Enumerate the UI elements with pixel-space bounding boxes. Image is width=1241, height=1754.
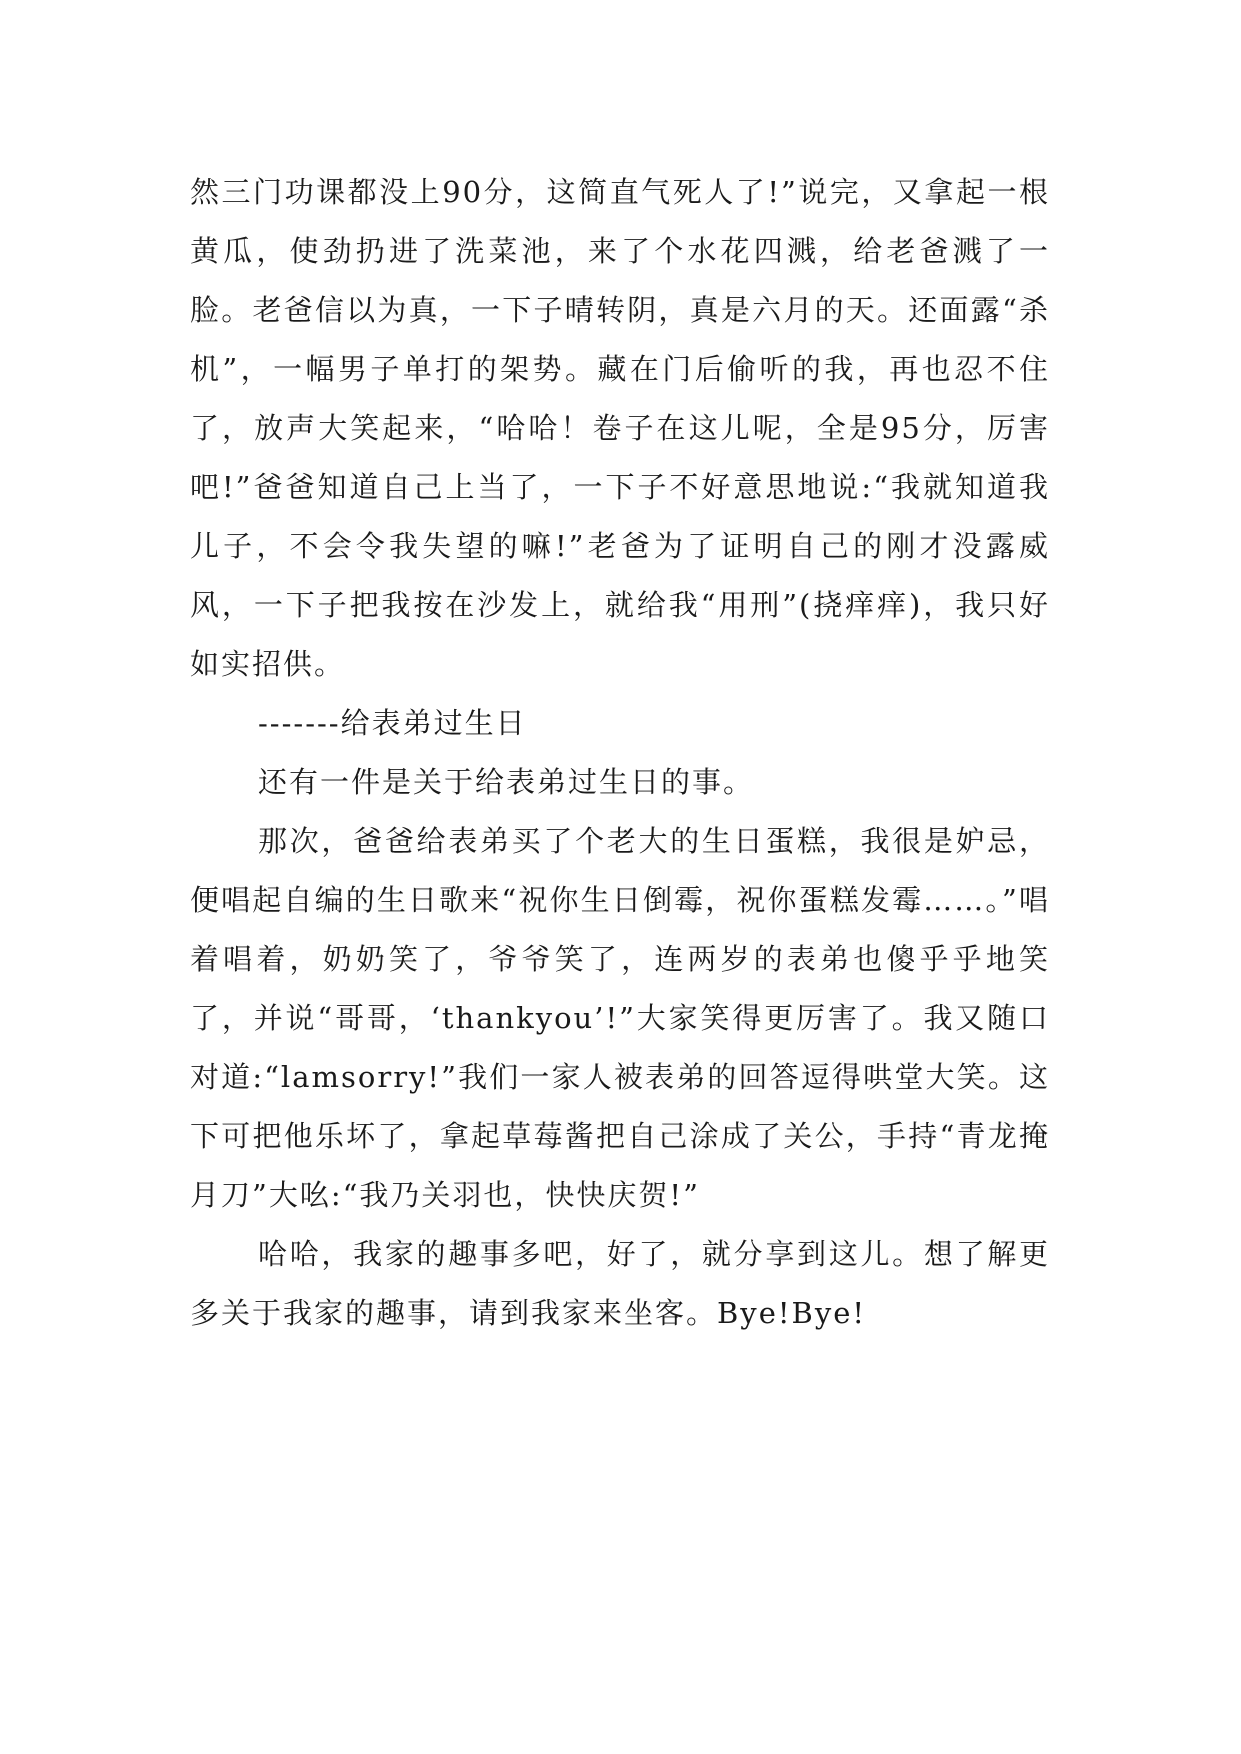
paragraph-continued-story: 然三门功课都没上90分，这简直气死人了!”说完，又拿起一根黄瓜，使劲扔进了洗菜池，来了个水花四溅，给老爸溅了一脸。老爸信以为真，一下子晴转阴，真是六月的天。还面露“杀机”，一幅男子单打的架势。藏在门后偷听的我，再也忍不住了，放声大笑起来，“哈哈！卷子在这儿呢，全是95分，厉害吧!”爸爸知道自己上当了，一下子不好意思地说:“我就知道我儿子，不会令我失望的嘛!”老爸为了证明自己的刚才没露威风，一下子把我按在沙发上，就给我“用刑”(挠痒痒)，我只好如实招供。 [190,175,1050,681]
section-heading-birthday: -------给表弟过生日 [258,706,527,740]
document-body [190,163,1050,1343]
paragraph-closing: 哈哈，我家的趣事多吧，好了，就分享到这儿。想了解更多关于我家的趣事，请到我家来坐客。Bye!Bye! [190,1237,1050,1330]
paragraph-birthday-intro: 还有一件是关于给表弟过生日的事。 [258,765,755,799]
paragraph-birthday-story: 那次，爸爸给表弟买了个老大的生日蛋糕，我很是妒忌，便唱起自编的生日歌来“祝你生日倒霉，祝你蛋糕发霉……。”唱着唱着，奶奶笑了，爷爷笑了，连两岁的表弟也傻乎乎地笑了，并说“哥哥，‘thankyou’!”大家笑得更厉害了。我又随口对道:“lamsorry!”我们一家人被表弟的回答逗得哄堂大笑。这下可把他乐坏了，拿起草莓酱把自己涂成了关公，手持“青龙掩月刀”大吆:“我乃关羽也，快快庆贺!” [190,824,1050,1212]
